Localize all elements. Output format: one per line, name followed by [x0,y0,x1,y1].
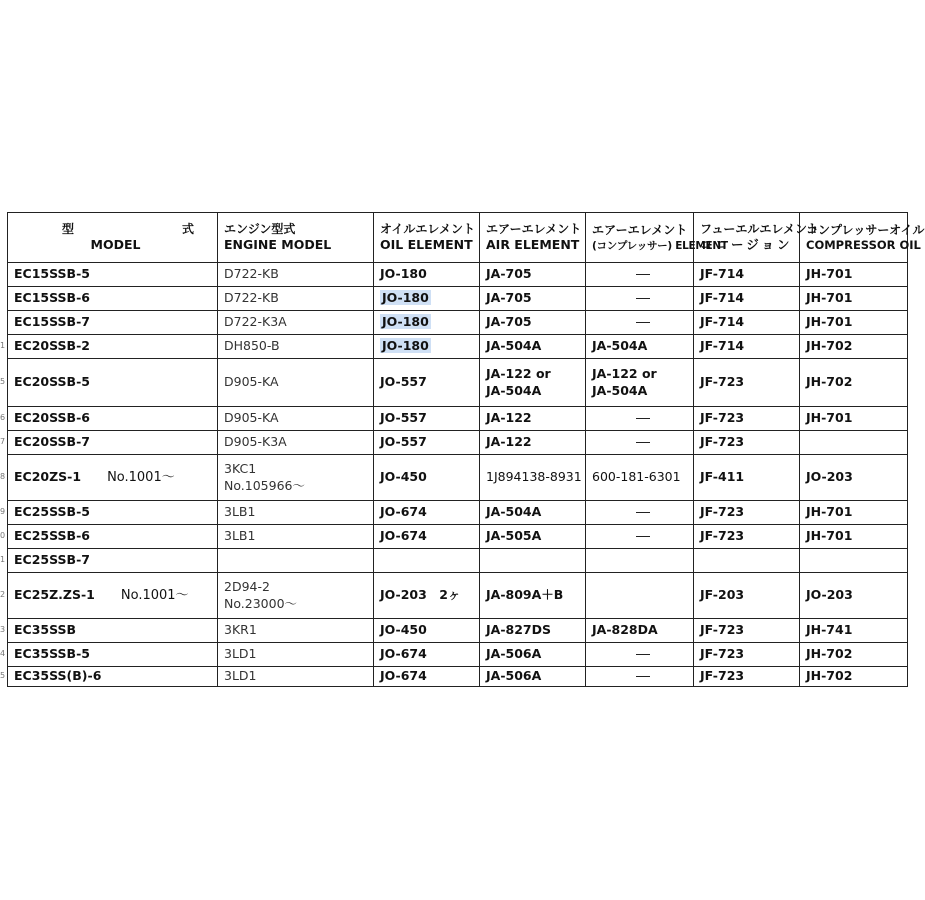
air-element: JA-504A [486,504,542,520]
header-model [8,213,243,263]
header-oil-en: OIL ELEMENT [380,237,473,253]
air-element: JA-705 [486,314,532,330]
model-cell [8,549,218,573]
air-element: JA-504A [486,338,542,354]
model-cell [8,619,218,643]
compressor-oil: JO-203 [806,587,853,603]
model-cell [8,311,218,335]
air-element: JA-705 [486,266,532,282]
fuel-element-cell [694,455,800,501]
table-row [8,573,908,619]
engine-model: No.23000～ [224,595,298,611]
fuel-element-cell [694,311,800,335]
air-element-cell [480,525,586,549]
fuel-element: JF-723 [700,410,745,426]
fuel-element-cell [694,501,800,525]
compressor-oil: JH-701 [806,314,853,330]
oil-element-cell [374,311,480,335]
compressor-oil: JH-701 [806,410,853,426]
model-name: EC35SSB-5 [14,646,90,662]
row-number: 7 [0,437,6,446]
header-fuel-en: コロージョン [700,237,793,253]
fuel-element: JF-723 [700,374,745,390]
air-compressor-element-cell [586,263,694,287]
dash-mark [636,298,650,299]
header-engine-en: ENGINE MODEL [224,237,332,253]
air-element: JA-504A [486,382,542,398]
engine-model: 3LB1 [224,504,256,520]
fuel-element-cell [694,431,800,455]
oil-element-cell [374,335,480,359]
air-compressor-element-cell [586,335,694,359]
table-row [8,455,908,501]
compressor-oil: JH-702 [806,338,853,354]
model-name: EC20SSB-7 [14,434,90,450]
air-element: JA-122 or [486,365,551,381]
compressor-oil-cell [800,407,908,431]
air-compressor-element-cell [586,619,694,643]
engine-model: D905-K3A [224,434,287,450]
air-compressor-element-cell [586,501,694,525]
fuel-element: JF-723 [700,528,745,544]
compressor-oil: JH-701 [806,266,853,282]
air-element: JA-505A [486,528,542,544]
table-row [8,311,908,335]
engine-cell [218,287,374,311]
compressor-oil: JH-701 [806,528,853,544]
header-fuel-jp: フューエルエレメント [700,221,820,236]
oil-element: JO-203 2ヶ [380,587,461,603]
row-number-margin [0,212,8,690]
engine-model: D722-KB [224,266,279,282]
row-number: 4 [0,649,6,658]
oil-element: JO-180 [382,338,429,354]
compressor-oil: JH-702 [806,646,853,662]
air-compressor-element: JA-828DA [592,622,658,638]
fuel-element: JF-411 [700,469,745,485]
header-air-jp: エアーエレメント [486,221,582,236]
table-row [8,359,908,407]
oil-element: JO-557 [380,374,427,390]
table-row [8,501,908,525]
model-cell [8,407,218,431]
header-row [8,213,908,263]
table-row [8,431,908,455]
air-compressor-element-cell [586,407,694,431]
oil-element: JO-180 [380,266,427,282]
fuel-element: JF-723 [700,622,745,638]
filter-parts-table [7,212,925,687]
air-element: JA-506A [486,646,542,662]
model-name: EC35SS(B)-6 [14,668,102,684]
oil-element-cell [374,525,480,549]
dash-mark [636,322,650,323]
model-cell [8,501,218,525]
dash-mark [636,676,650,677]
compressor-oil-cell [800,359,908,407]
oil-element: JO-674 [380,668,427,684]
model-cell [8,643,218,667]
compressor-oil: JH-702 [806,374,853,390]
compressor-oil-cell [800,643,908,667]
row-number: 3 [0,625,6,634]
air-element: JA-122 [486,410,532,426]
oil-element-cell [374,643,480,667]
compressor-oil-cell [800,573,908,619]
model-cell [8,263,218,287]
row-number: 5 [0,671,6,680]
engine-cell [218,525,374,549]
dash-mark [636,274,650,275]
model-cell [8,573,218,619]
engine-model: D905-KA [224,374,279,390]
dash-mark [636,536,650,537]
compressor-oil-cell [800,525,908,549]
air-element-cell [480,455,586,501]
engine-model: 3KC1 [224,460,257,476]
row-number: 9 [0,507,6,516]
model-cell [8,431,218,455]
air-compressor-element-cell [586,549,694,573]
model-name: EC20ZS-1 [14,468,82,484]
air-element: JA-809A＋B [486,587,564,603]
air-compressor-element: JA-122 or [592,365,657,381]
air-compressor-element-cell [586,455,694,501]
oil-element-cell [374,407,480,431]
header-model-jp: 型 式 [62,221,243,236]
row-number: 2 [0,590,6,599]
compressor-oil-cell [800,287,908,311]
air-compressor-element-cell [586,643,694,667]
engine-model: 3LD1 [224,668,257,684]
oil-element-cell [374,619,480,643]
engine-model: 3LB1 [224,528,256,544]
dash-mark [636,418,650,419]
fuel-element-cell [694,643,800,667]
table-row [8,643,908,667]
engine-cell [218,311,374,335]
air-compressor-element-cell [586,667,694,687]
row-number: 6 [0,413,6,422]
compressor-oil-cell [800,549,908,573]
header-oil [374,213,480,263]
fuel-element: JF-714 [700,266,745,282]
air-compressor-element: 600-181-6301 [592,469,681,485]
model-cell [8,287,218,311]
compressor-oil: JH-702 [806,668,853,684]
compressor-oil-cell [800,431,908,455]
engine-cell [218,501,374,525]
engine-cell [218,549,374,573]
air-compressor-element-cell [586,311,694,335]
oil-element: JO-450 [380,469,427,485]
table-row [8,525,908,549]
air-element: JA-506A [486,668,542,684]
air-element-cell [480,667,586,687]
air-element: JA-827DS [486,622,551,638]
model-cell [8,359,218,407]
fuel-element: JF-714 [700,338,745,354]
header-air [480,213,586,263]
oil-element-cell [374,431,480,455]
compressor-oil-cell [800,263,908,287]
fuel-element: JF-723 [700,646,745,662]
fuel-element-cell [694,335,800,359]
header-oil-jp: オイルエレメント [380,221,476,236]
model-cell [8,335,218,359]
oil-element: JO-674 [380,646,427,662]
air-compressor-element-cell [586,287,694,311]
compressor-oil-cell [800,619,908,643]
air-element-cell [480,573,586,619]
engine-model: No.105966～ [224,477,305,493]
row-number: 1 [0,341,6,350]
compressor-oil-cell [800,335,908,359]
air-element-cell [480,335,586,359]
air-compressor-element: JA-504A [592,338,648,354]
table-row [8,335,908,359]
oil-element: JO-450 [380,622,427,638]
fuel-element-cell [694,667,800,687]
fuel-element: JF-723 [700,668,745,684]
header-engine [218,213,374,263]
dash-mark [636,512,650,513]
header-air-compressor-jp: エアーエレメント [592,223,688,238]
oil-element-cell [374,287,480,311]
model-name: EC35SSB [14,622,77,638]
model-name: EC20SSB-5 [14,374,90,390]
compressor-oil-cell [800,501,908,525]
model-name: EC15SSB-5 [14,266,90,282]
model-name: EC25Z.ZS-1 [14,586,95,602]
engine-model: 3KR1 [224,622,257,638]
header-air-compressor-en: (コンプレッサー) ELEMENT [592,239,728,252]
header-model-en: MODEL [90,237,141,253]
engine-cell [218,359,374,407]
engine-cell [218,431,374,455]
model-name: EC20SSB-2 [14,338,90,354]
fuel-element-cell [694,359,800,407]
air-element-cell [480,643,586,667]
engine-model: D722-K3A [224,314,287,330]
air-compressor-element-cell [586,573,694,619]
air-compressor-element: JA-504A [592,382,648,398]
row-number: 5 [0,377,6,386]
header-compressor-oil [800,213,925,263]
engine-cell [218,407,374,431]
engine-model: DH850-B [224,338,280,354]
model-name: EC20SSB-6 [14,410,90,426]
air-element-cell [480,311,586,335]
table-row [8,287,908,311]
air-element-cell [480,287,586,311]
oil-element-cell [374,549,480,573]
table-row [8,407,908,431]
fuel-element-cell [694,525,800,549]
model-cell [8,667,218,687]
air-element-cell [480,263,586,287]
header-engine-jp: エンジン型式 [224,221,296,236]
engine-model: D722-KB [224,290,279,306]
fuel-element-cell [694,573,800,619]
engine-cell [218,263,374,287]
fuel-element-cell [694,263,800,287]
engine-model: D905-KA [224,410,279,426]
oil-element-cell [374,359,480,407]
compressor-oil: JH-701 [806,290,853,306]
engine-cell [218,455,374,501]
model-name: EC25SSB-5 [14,504,90,520]
air-element-cell [480,501,586,525]
dash-mark [636,442,650,443]
model-name: EC15SSB-6 [14,290,90,306]
engine-cell [218,335,374,359]
fuel-element: JF-723 [700,434,745,450]
oil-element-cell [374,455,480,501]
model-cell [8,455,218,501]
compressor-oil-cell [800,455,908,501]
engine-cell [218,573,374,619]
engine-cell [218,619,374,643]
table-row [8,263,908,287]
air-element-cell [480,359,586,407]
compressor-oil: JH-741 [806,622,853,638]
air-element: JA-705 [486,290,532,306]
air-element-cell [480,407,586,431]
model-serial: No.1001～ [120,587,189,603]
fuel-element-cell [694,407,800,431]
compressor-oil-cell [800,667,908,687]
oil-element: JO-557 [380,410,427,426]
air-compressor-element-cell [586,359,694,407]
header-air-en: AIR ELEMENT [486,237,580,253]
fuel-element-cell [694,287,800,311]
air-compressor-element-cell [586,525,694,549]
model-serial: No.1001～ [107,469,175,485]
model-name: EC25SSB-7 [14,552,90,568]
oil-element-cell [374,263,480,287]
air-compressor-element-cell [586,431,694,455]
header-compressor-oil-jp: コンプレッサーオイル [806,222,925,237]
air-element: JA-122 [486,434,532,450]
oil-element-cell [374,667,480,687]
model-name: EC15SSB-7 [14,314,90,330]
compressor-oil-cell [800,311,908,335]
model-cell [8,525,218,549]
air-element-cell [480,549,586,573]
oil-element-cell [374,573,480,619]
oil-element: JO-180 [382,290,429,306]
air-element-cell [480,619,586,643]
header-compressor-oil-en: COMPRESSOR OIL [806,237,921,252]
fuel-element-cell [694,619,800,643]
table-row [8,549,908,573]
engine-cell [218,667,374,687]
fuel-element: JF-714 [700,314,745,330]
engine-cell [218,643,374,667]
air-element-cell [480,431,586,455]
fuel-element: JF-203 [700,587,745,603]
fuel-element: JF-723 [700,504,745,520]
header-air-compressor [586,213,728,263]
oil-element-cell [374,501,480,525]
fuel-element-cell [694,549,800,573]
fuel-element: JF-714 [700,290,745,306]
oil-element: JO-674 [380,528,427,544]
engine-model: 2D94-2 [224,578,270,594]
parts-table-sheet [0,212,925,690]
engine-model: 3LD1 [224,646,257,662]
header-fuel [694,213,820,263]
oil-element: JO-674 [380,504,427,520]
compressor-oil: JO-203 [806,469,853,485]
model-name: EC25SSB-6 [14,528,90,544]
row-number: 8 [0,472,6,481]
dash-mark [636,654,650,655]
oil-element: JO-557 [380,434,427,450]
compressor-oil: JH-701 [806,504,853,520]
row-number: 1 [0,555,6,564]
table-row [8,619,908,643]
row-number: 0 [0,531,6,540]
air-element: 1J894138-8931 [486,469,582,485]
oil-element: JO-180 [382,314,429,330]
table-row [8,667,908,687]
